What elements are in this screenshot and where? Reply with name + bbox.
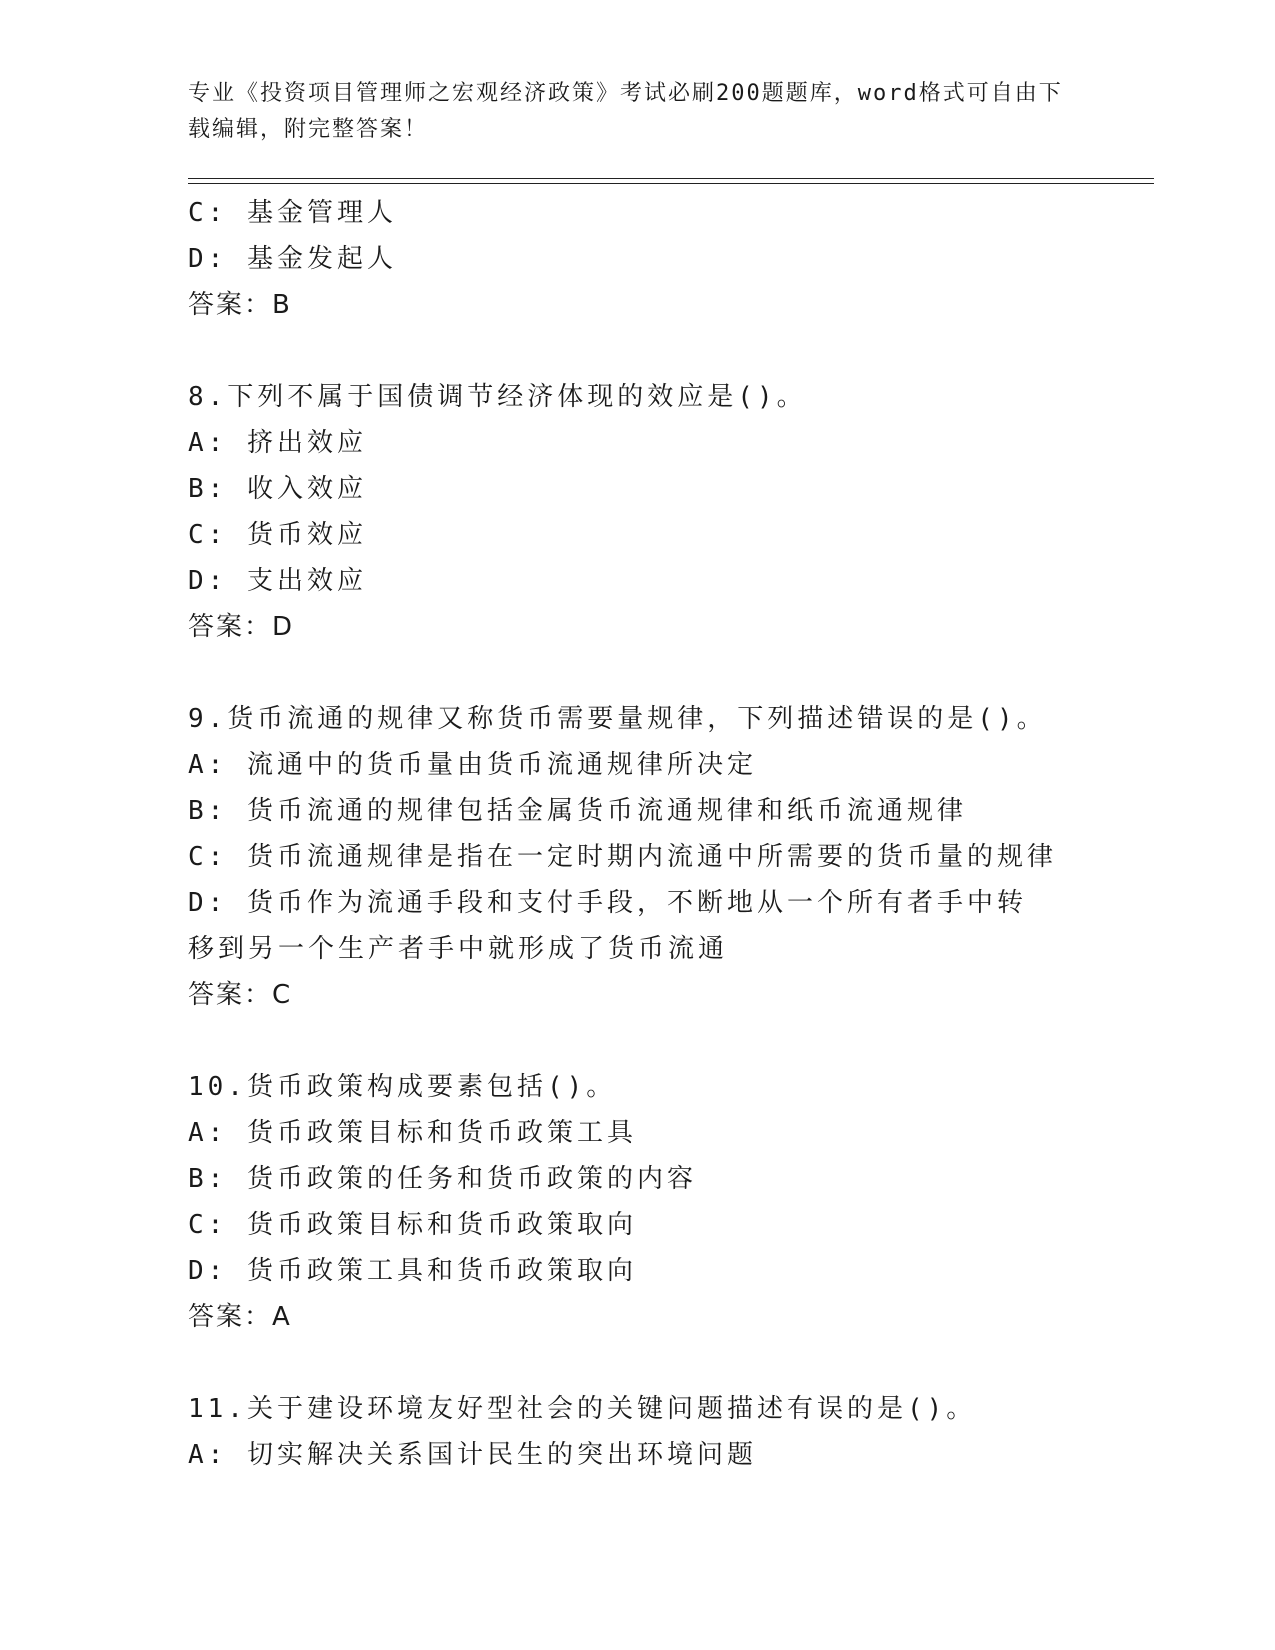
spacer — [188, 328, 1088, 374]
question-8 — [188, 374, 1088, 650]
option-b: B: 货币流通的规律包括金属货币流通规律和纸币流通规律 — [188, 796, 967, 826]
option-c: C: 货币效应 — [188, 520, 367, 550]
option-c: C: 货币政策目标和货币政策取向 — [188, 1210, 637, 1240]
option-a: A: 切实解决关系国计民生的突出环境问题 — [188, 1440, 757, 1470]
answer-line: 答案：C — [188, 980, 293, 1010]
option-d: D: 货币作为流通手段和支付手段，不断地从一个所有者手中转移到另一个生产者手中就形成了货币流通 — [188, 888, 1027, 964]
answer-line: 答案：A — [188, 1302, 292, 1332]
question-stem: 8.下列不属于国债调节经济体现的效应是()。 — [188, 382, 807, 412]
question-9 — [188, 696, 1088, 1018]
spacer — [188, 1018, 1088, 1064]
question-11 — [188, 1386, 1088, 1478]
question-10 — [188, 1064, 1088, 1340]
option-d: D: 货币政策工具和货币政策取向 — [188, 1256, 637, 1286]
option-c: C: 基金管理人 — [188, 198, 397, 228]
header-divider-top — [188, 178, 1154, 179]
question-stem: 11.关于建设环境友好型社会的关键问题描述有误的是()。 — [188, 1394, 977, 1424]
option-a: A: 流通中的货币量由货币流通规律所决定 — [188, 750, 757, 780]
document-header: 专业《投资项目管理师之宏观经济政策》考试必刷200题题库，word格式可自由下载编辑，附完整答案！ — [188, 81, 1063, 142]
option-c: C: 货币流通规律是指在一定时期内流通中所需要的货币量的规律 — [188, 842, 1057, 872]
option-b: B: 收入效应 — [188, 474, 367, 504]
spacer — [188, 650, 1088, 696]
header-divider-bottom — [188, 183, 1154, 184]
option-d: D: 基金发起人 — [188, 244, 397, 274]
option-d: D: 支出效应 — [188, 566, 367, 596]
answer-line: 答案：B — [188, 290, 292, 320]
question-list — [188, 190, 1088, 1478]
question-stem: 10.货币政策构成要素包括()。 — [188, 1072, 617, 1102]
spacer — [188, 1340, 1088, 1386]
answer-line: 答案：D — [188, 612, 295, 642]
option-a: A: 挤出效应 — [188, 428, 367, 458]
option-a: A: 货币政策目标和货币政策工具 — [188, 1118, 637, 1148]
option-b: B: 货币政策的任务和货币政策的内容 — [188, 1164, 697, 1194]
question-stem: 9.货币流通的规律又称货币需要量规律，下列描述错误的是()。 — [188, 704, 1047, 734]
question-partial — [188, 190, 1088, 328]
